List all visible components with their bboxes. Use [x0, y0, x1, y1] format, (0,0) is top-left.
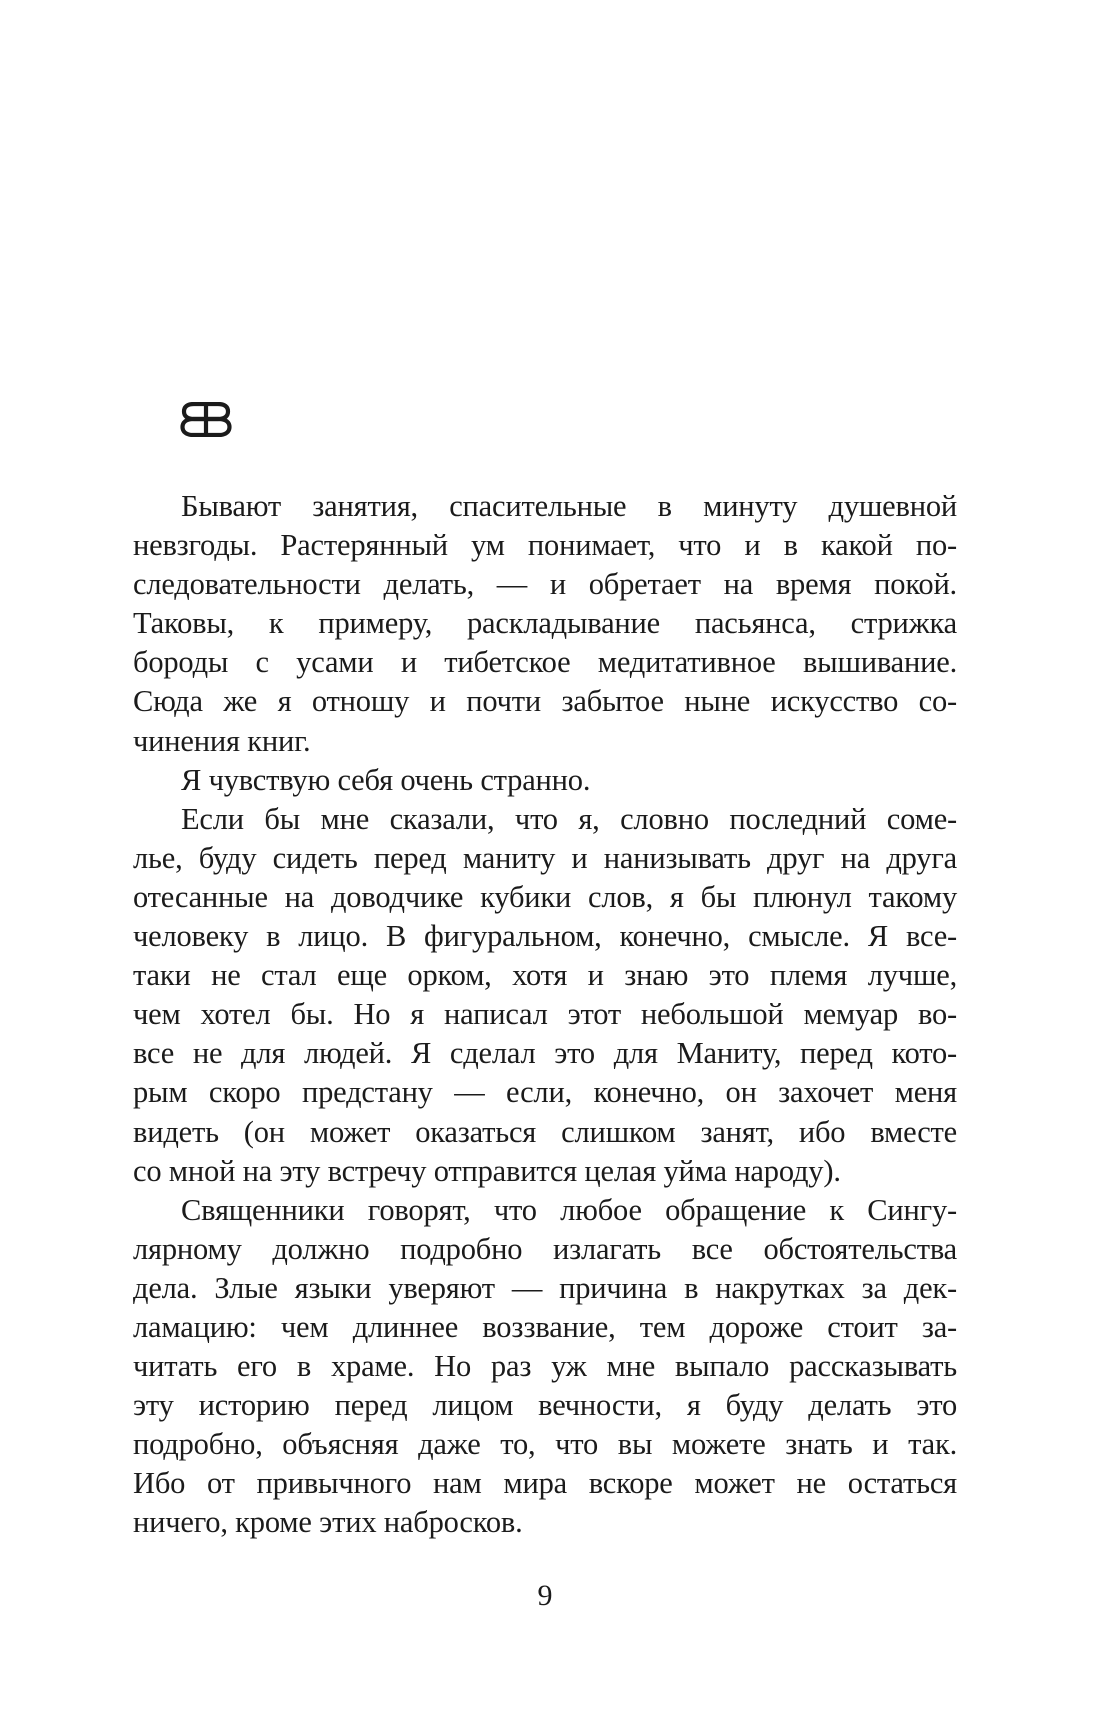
- text-line: подробно, объясняя даже то, что вы можете знать и так.: [133, 1427, 957, 1462]
- text-line: чинения книг.: [133, 723, 311, 758]
- paragraph: [133, 1191, 957, 1543]
- page-number: [0, 1578, 1100, 1614]
- text-line: отесанные на доводчике кубики слов, я бы плюнул такому: [133, 879, 957, 914]
- text-line: Таковы, к примеру, раскладывание пасьянса, стрижка: [133, 606, 957, 641]
- publisher-logo-text: [180, 437, 181, 438]
- text-line: ламацию: чем длиннее воззвание, тем дороже стоит за-: [133, 1309, 957, 1344]
- text-line: эту историю перед лицом вечности, я буду делать это: [133, 1388, 957, 1423]
- text-line: бороды с усами и тибетское медитативное вышивание.: [133, 645, 957, 680]
- text-line: невзгоды. Растерянный ум понимает, что и в какой по-: [133, 528, 957, 563]
- text-line: со мной на эту встречу отправится целая уйма народу).: [133, 1153, 841, 1188]
- text-line: все не для людей. Я сделал это для Маниту, перед кото-: [133, 1036, 957, 1071]
- text-line: таки не стал еще орком, хотя и знаю это племя лучше,: [133, 958, 957, 993]
- paragraph: [133, 761, 957, 800]
- text-line: видеть (он может оказаться слишком занят, ибо вместе: [133, 1114, 957, 1149]
- paragraph: [133, 487, 957, 761]
- publisher-logo-icon: [180, 402, 232, 437]
- body-text: [133, 487, 957, 1543]
- text-line: следовательности делать, — и обретает на время покой.: [133, 567, 957, 602]
- text-line: читать его в храме. Но раз уж мне выпало рассказывать: [133, 1349, 957, 1384]
- text-line: Священники говорят, что любое обращение к Сингу-: [181, 1192, 957, 1227]
- paragraph: [133, 800, 957, 1191]
- text-line: рым скоро предстану — если, конечно, он захочет меня: [133, 1075, 957, 1110]
- text-line: Сюда же я отношу и почти забытое ныне искусство со-: [133, 684, 957, 719]
- text-line: лье, буду сидеть перед маниту и нанизывать друг на друга: [133, 840, 957, 875]
- text-line: Ибо от привычного нам мира вскоре может не остаться: [133, 1466, 957, 1501]
- text-line: ничего, кроме этих набросков.: [133, 1505, 523, 1540]
- page-number-text: 9: [537, 1579, 553, 1612]
- text-line: чем хотел бы. Но я написал этот небольшой мемуар во-: [133, 997, 957, 1032]
- text-line: лярному должно подробно излагать все обстоятельства: [133, 1231, 957, 1266]
- text-line: дела. Злые языки уверяют — причина в накрутках за дек-: [133, 1270, 957, 1305]
- publisher-logo: [180, 402, 232, 437]
- text-line: человеку в лицо. В фигуральном, конечно, смысле. Я все-: [133, 919, 957, 954]
- text-line: Бывают занятия, спасительные в минуту душевной: [181, 489, 957, 523]
- text-line: Если бы мне сказали, что я, словно последний соме-: [181, 801, 957, 836]
- text-line: Я чувствую себя очень странно.: [181, 762, 591, 797]
